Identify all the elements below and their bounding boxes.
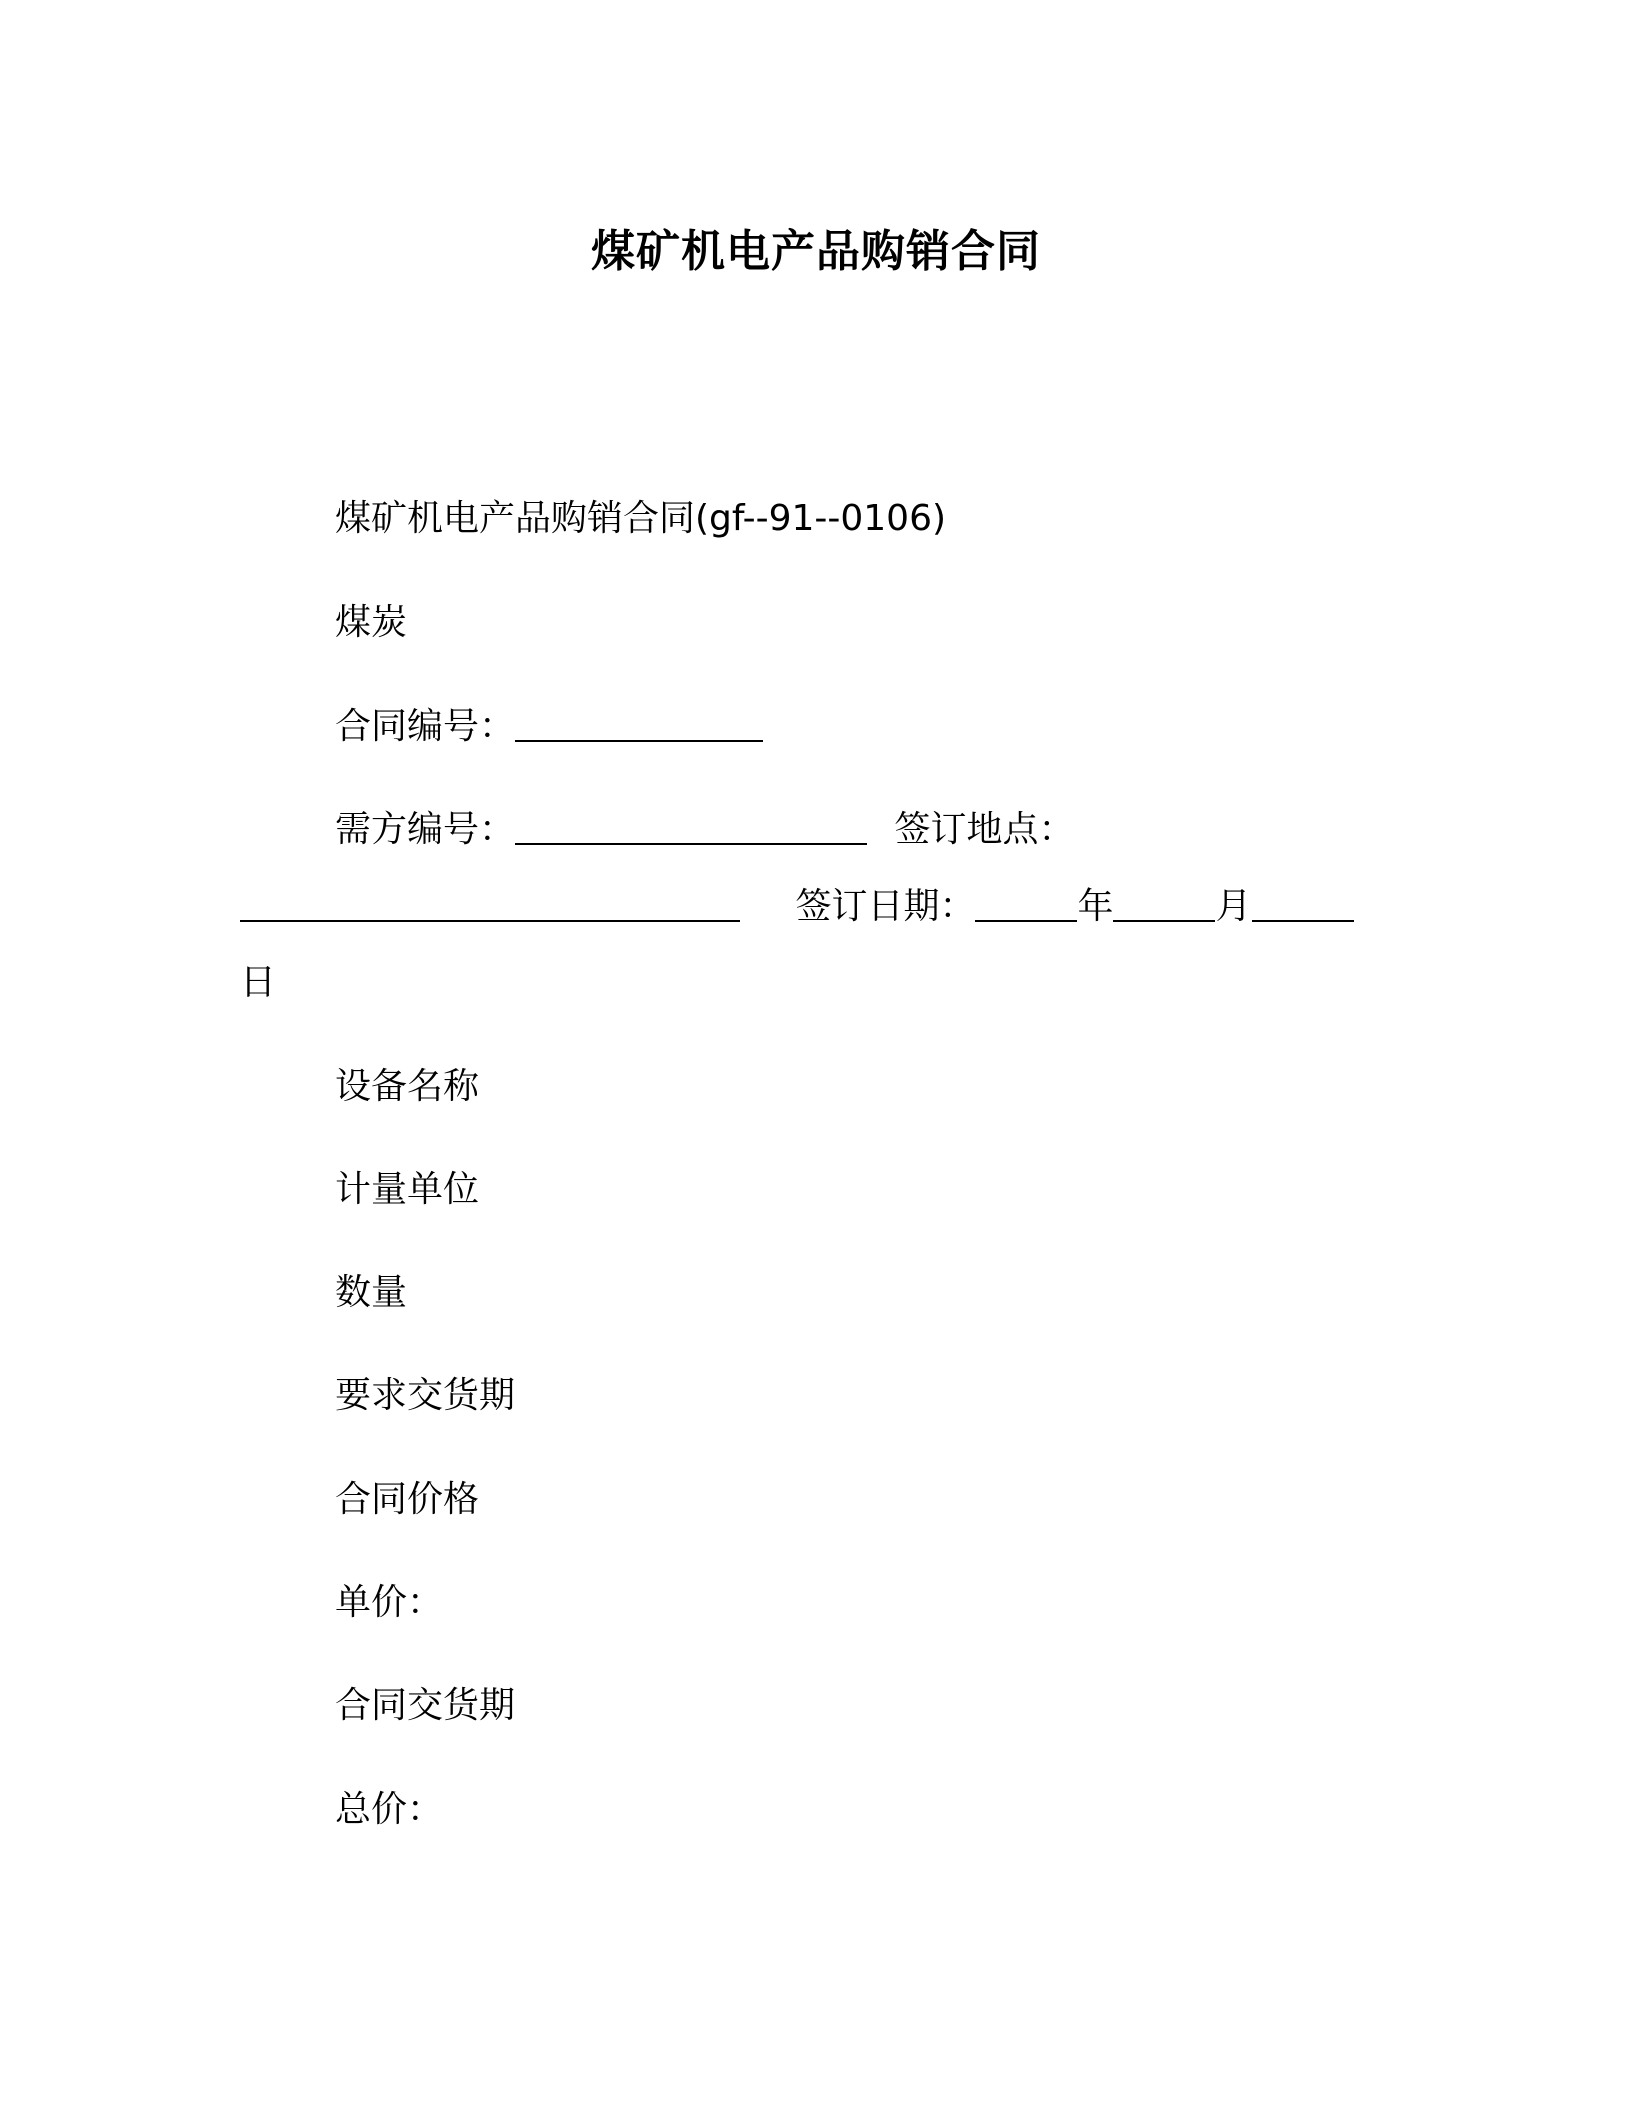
field-contract-price: 合同价格 [335,1479,480,1520]
field-equipment-name: 设备名称 [335,1066,480,1107]
month-blank [1113,884,1215,922]
buyer-number-label: 需方编号： [335,809,516,850]
sign-date-label: 签订日期： [795,886,976,927]
day-blank [1252,884,1354,922]
sign-place-blank [240,884,740,922]
field-contract-delivery: 合同交货期 [335,1685,516,1726]
year-label: 年 [1077,886,1114,927]
sign-place-label: 签订地点： [894,809,1075,850]
month-label: 月 [1215,886,1252,927]
document-subtitle: 煤矿机电产品购销合同(gf--91--0106) [335,498,947,539]
contract-number-label: 合同编号： [335,706,516,747]
field-required-delivery: 要求交货期 [335,1375,516,1416]
day-label: 日 [240,962,277,1003]
field-quantity: 数量 [335,1272,408,1313]
field-unit-price: 单价： [335,1582,444,1623]
field-total-price: 总价： [335,1789,444,1830]
document-category: 煤炭 [335,602,408,643]
contract-number-row [335,702,763,752]
buyer-number-row [335,805,1074,855]
document-title: 煤矿机电产品购销合同 [591,226,1041,277]
year-blank [975,884,1077,922]
sign-date-row [240,882,1354,932]
field-unit: 计量单位 [335,1169,480,1210]
buyer-number-blank [515,807,867,845]
contract-number-blank [515,704,763,742]
